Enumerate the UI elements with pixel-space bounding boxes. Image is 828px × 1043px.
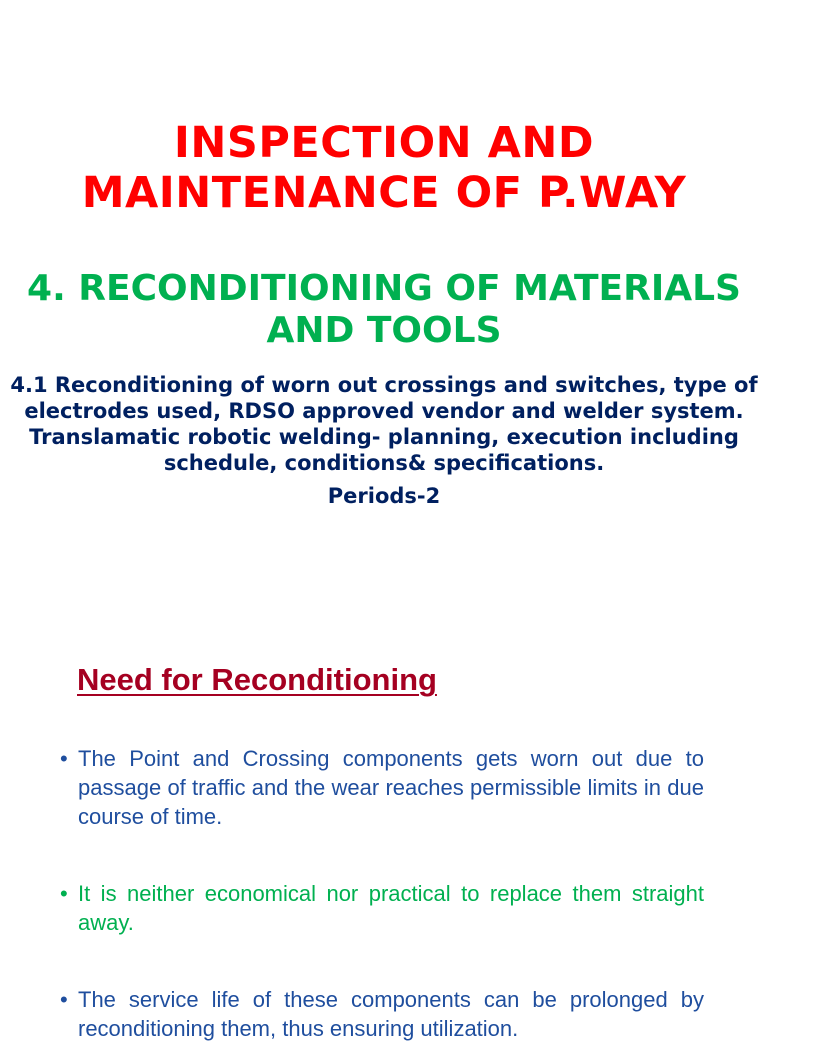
topic-description xyxy=(0,372,828,476)
bullet-item-3 xyxy=(60,985,704,1043)
bullet-text-2: It is neither economical nor practical to replace them straight away. xyxy=(78,881,704,935)
section-title-line-2: AND TOOLS xyxy=(266,310,502,351)
bullet-item-2 xyxy=(60,879,704,937)
bullet-dot-icon: • xyxy=(60,881,68,906)
topic-line-3: Translamatic robotic welding- planning, execution including xyxy=(29,425,739,449)
bullet-list xyxy=(60,744,704,1043)
topic-line-2: electrodes used, RDSO approved vendor and welder system. xyxy=(24,399,744,423)
periods-label: Periods-2 xyxy=(327,484,441,508)
main-title-line-2: MAINTENANCE OF P.WAY xyxy=(81,168,687,218)
section-title-line-1: 4. RECONDITIONING OF MATERIALS xyxy=(27,268,741,309)
need-heading: Need for Reconditioning xyxy=(77,662,437,697)
main-title-line-1: INSPECTION AND xyxy=(173,118,595,168)
topic-line-1: 4.1 Reconditioning of worn out crossings and switches, type of xyxy=(10,373,758,397)
bullet-dot-icon: • xyxy=(60,746,68,771)
bullet-text-3: The service life of these components can be prolonged by reconditioning them, thus ensuring utilization. xyxy=(78,987,704,1041)
slide-need-for-reconditioning xyxy=(0,630,768,1041)
section-title xyxy=(0,268,808,352)
bullet-text-1: The Point and Crossing components gets worn out due to passage of traffic and the wear reaches permissible limits in due course of time. xyxy=(78,746,704,829)
bullet-dot-icon: • xyxy=(60,987,68,1012)
topic-line-4: schedule, conditions& specifications. xyxy=(163,451,605,475)
bullet-item-1 xyxy=(60,744,704,831)
main-title xyxy=(0,118,768,218)
